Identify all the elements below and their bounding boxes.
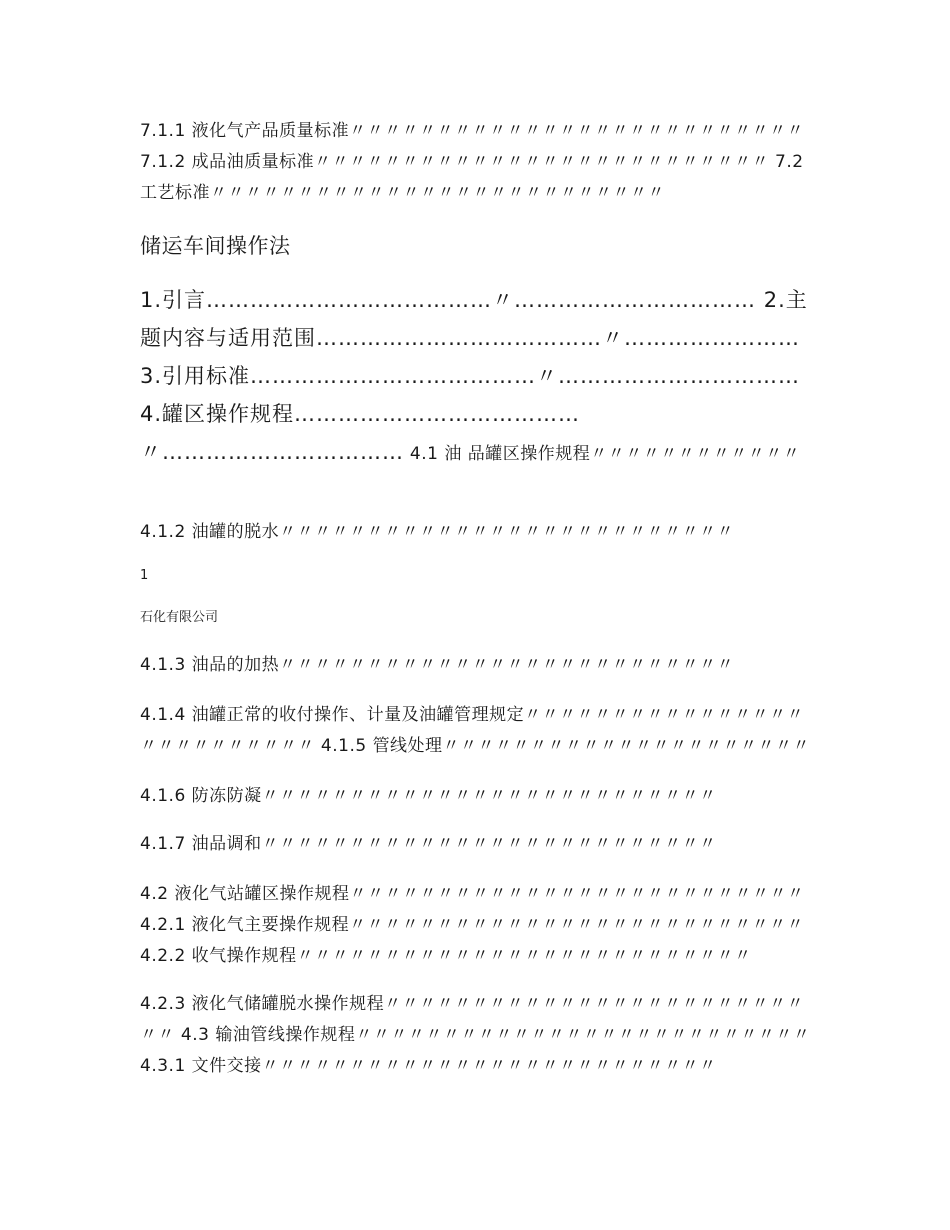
section-title: 储运车间操作法 [140,234,291,258]
toc-4-1-2: 4.1.2 油罐的脱水〃〃〃〃〃〃〃〃〃〃〃〃〃〃〃〃〃〃〃〃〃〃〃〃〃〃 [140,522,735,542]
toc-4-1-4-5: 4.1.4 油罐正常的收付操作、计量及油罐管理规定〃〃〃〃〃〃〃〃〃〃〃〃〃〃〃〃〃〃〃〃〃〃〃〃〃〃 4.1.5 管线处理〃〃〃〃〃〃〃〃〃〃〃〃〃〃〃〃〃〃〃〃〃 [140,705,811,756]
toc-4-1-start: 4.1 油 [409,444,462,462]
toc-4-2-block: 4.2 液化气站罐区操作规程〃〃〃〃〃〃〃〃〃〃〃〃〃〃〃〃〃〃〃〃〃〃〃〃〃〃 4.2.1 液化气主要操作规程〃〃〃〃〃〃〃〃〃〃〃〃〃〃〃〃〃〃〃〃〃〃〃〃〃〃 4.2.2 收气操作规程〃〃〃〃〃〃〃〃〃〃〃〃〃〃〃〃〃〃〃〃〃〃〃〃〃〃 [140,884,805,966]
toc-4-2-3-block: 4.2.3 液化气储罐脱水操作规程〃〃〃〃〃〃〃〃〃〃〃〃〃〃〃〃〃〃〃〃〃〃〃〃〃〃 4.3 输油管线操作规程〃〃〃〃〃〃〃〃〃〃〃〃〃〃〃〃〃〃〃〃〃〃〃〃〃〃 4.3.1 文件交接〃〃〃〃〃〃〃〃〃〃〃〃〃〃〃〃〃〃〃〃〃〃〃〃〃〃 [140,994,811,1076]
page-number: 1 [140,568,149,583]
toc-4-1-6: 4.1.6 防冻防凝〃〃〃〃〃〃〃〃〃〃〃〃〃〃〃〃〃〃〃〃〃〃〃〃〃〃 [140,786,717,806]
toc-4-1-3: 4.1.3 油品的加热〃〃〃〃〃〃〃〃〃〃〃〃〃〃〃〃〃〃〃〃〃〃〃〃〃〃 [140,655,735,675]
toc-7-1-block: 7.1.1 液化气产品质量标准〃〃〃〃〃〃〃〃〃〃〃〃〃〃〃〃〃〃〃〃〃〃〃〃〃〃 7.1.2 成品油质量标准〃〃〃〃〃〃〃〃〃〃〃〃〃〃〃〃〃〃〃〃〃〃〃〃〃〃 7.2 工艺标准〃〃〃〃〃〃〃〃〃〃〃〃〃〃〃〃〃〃〃〃〃〃〃〃〃〃 [140,121,805,203]
toc-4-1-7: 4.1.7 油品调和〃〃〃〃〃〃〃〃〃〃〃〃〃〃〃〃〃〃〃〃〃〃〃〃〃〃 [140,834,717,854]
toc-4-1-rest: 品罐区操作规程〃〃〃〃〃〃〃〃〃〃〃〃 [467,444,801,462]
company-name: 石化有限公司 [140,610,219,625]
toc-main-entries: 1.引言…………………………………〃…………………………… 2.主题内容与适用范围…………………………………〃…………………… 3.引用标准…………………………………〃…………………………… 4.罐区操作规程…………………………………〃…………………………… [140,288,808,462]
toc-main-block [140,282,812,462]
